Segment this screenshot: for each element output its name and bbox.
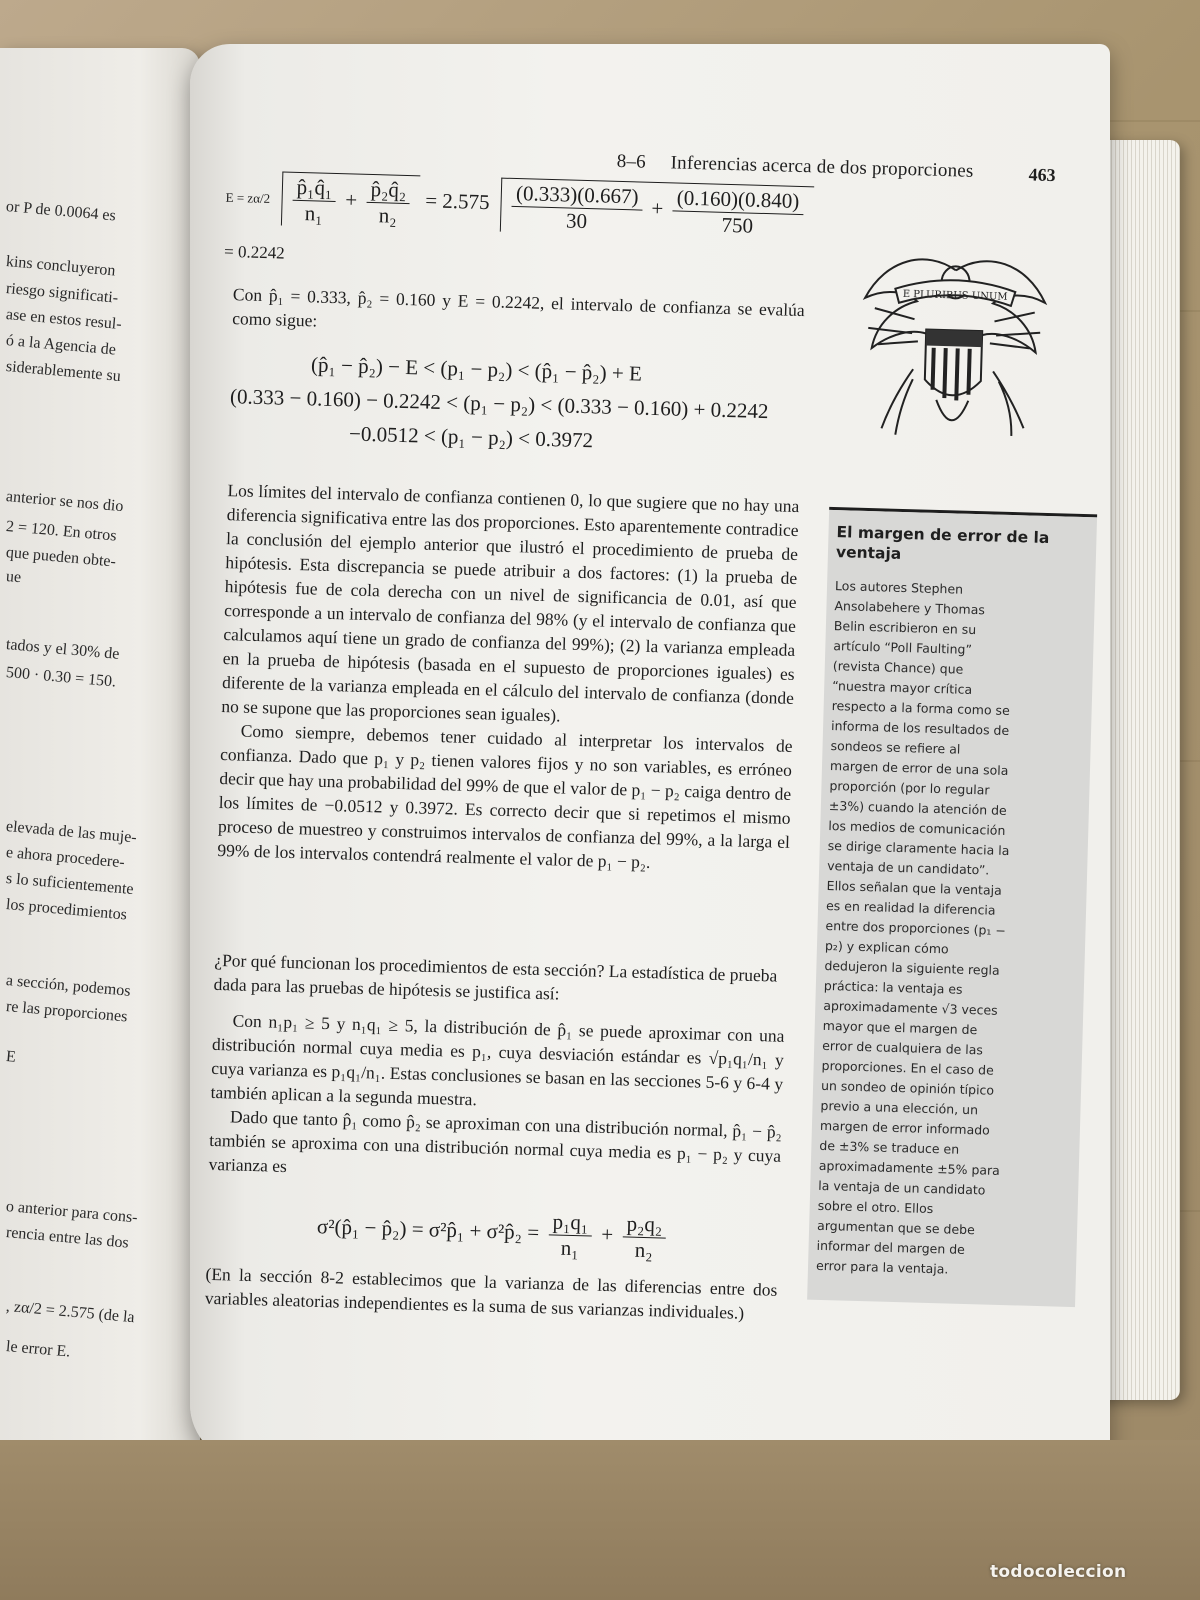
frac-num: p̂₂q̂₂: [366, 177, 410, 204]
equals-value: = 2.575: [424, 188, 490, 215]
e-lhs: E = zα/2: [225, 189, 271, 206]
eagle-seal-icon: [851, 228, 1057, 463]
left-page-line: E: [5, 1048, 17, 1066]
seal-motto: E PLURIBUS UNUM: [902, 288, 1008, 303]
ci-line-2: (0.333 − 0.160) − 0.2242 < (p₁ − p₂) < (0.333 − 0.160) + 0.2242: [229, 384, 769, 424]
left-page-line: o anterior para cons-: [5, 1198, 139, 1227]
left-page-line: ase en estos resul-: [5, 306, 123, 334]
variance-equation: [316, 1203, 670, 1264]
ci-line-1: (p̂₁ − p̂₂) − E < (p₁ − p₂) < (p̂₁ − p̂₂) + E: [310, 352, 643, 386]
frac-num: p̂₁q̂₁: [292, 175, 336, 202]
frac-den: n₁: [304, 201, 324, 226]
frac-den: 30: [565, 208, 588, 234]
left-page-line: tados y el 30% de: [5, 636, 121, 663]
frac-num: (0.333)(0.667): [512, 181, 643, 211]
left-page-line: riesgo significati-: [5, 280, 119, 307]
plus-sign: +: [651, 196, 664, 221]
frac-den: n₁: [560, 1235, 580, 1261]
page-number: 463: [1028, 164, 1056, 186]
watermark: todocoleccion: [990, 1562, 1127, 1582]
frac-num: p₂q₂: [622, 1211, 666, 1238]
left-page-line: s lo suficientemente: [5, 870, 135, 899]
variance-lhs: σ²(p̂₁ − p̂₂) = σ²p̂₁ + σ²p̂₂ =: [316, 1214, 540, 1245]
section-number: 8–6: [616, 150, 647, 173]
left-page-line: los procedimientos: [5, 896, 128, 924]
frac-den: n₂: [378, 203, 397, 228]
plus-sign: +: [344, 187, 358, 212]
running-header: [616, 151, 973, 183]
left-page-line: ó a la Agencia de: [5, 332, 117, 359]
left-page-line: le error E.: [5, 1338, 71, 1361]
frac-num: (0.160)(0.840): [672, 185, 803, 215]
frac-den: n₂: [634, 1237, 653, 1263]
page-content: [192, 92, 1109, 1436]
left-page-line: que pueden obte-: [5, 544, 117, 571]
paragraph-interpretation: Los límites del intervalo de confianza contienen 0, lo que sugiere que no hay una diferencia significativa entre las dos proporciones. Esto aparentemente contradice la conclusión del ejemplo anterior que ilustró el procedimiento de prueba de hipótesis. Esta discrepancia se puede atribuir a dos factores: (1) la prueba de hipótesis fue de cola derecha con un nivel de significancia de 0.01, así que corresponde a un intervalo de confianza del 98% (y el intervalo de confianza que calculamos aquí tiene un grado de confianza del 99%); (2) la varianza empleada en la prueba de hipótesis (basada en el supuesto de proporciones iguales) es diferente de la varianza empleada en el cálculo del intervalo de confianza (donde no se supone que las proporciones sean iguales). Como siempre, debemos tener cuidado al interpretar los intervalos de confianza. Dado que p₁ y p₂ tienen valores fijos y no son variables, es erróneo decir que hay una probabilidad del 99% de que el valor de p₁ − p₂ caiga dentro de los límites de −0.0512 y 0.3972. Es correcto decir que si repetimos el mismo proceso de muestreo y construimos intervalos de confianza del 99%, a la larga el 99% de los intervalos contendrá realmente el valor de p₁ − p₂.: [217, 480, 800, 873]
sqrt-term-numeric: [500, 178, 814, 241]
main-page: [190, 44, 1110, 1464]
left-page-line: 2 = 120. En otros: [5, 518, 118, 545]
sidebar-text: Los autores Stephen Ansolabehere y Thomas Belin escribieron en su artículo “Poll Faulting” (revista Chance) que “nuestra mayor crítica respecto a la forma como se informa de los resultados de sondeos se refiere al margen de error de una sola proporción (por lo regular ±3%) cuando la atención de los medios de comunicación se dirige claramente hacia la ventaja de un candidato”. Ellos señalan que la ventaja es en realidad la diferencia entre dos proporciones (p₁ − p₂) y explican cómo dedujeron la siguiente regla práctica: la ventaja es aproximadamente √3 veces mayor que el margen de error de cualquiera de las proporciones. En el caso de un sondeo de opinión típico previo a una elección, un margen de error informado de ±3% se traduce en aproximadamente ±5% para la ventaja de un candidato sobre el otro. Ellos argumentan que se debe informar del margen de error para la ventaja.: [815, 578, 1010, 1277]
paragraph-justification: Con n₁p₁ ≥ 5 y n₁q₁ ≥ 5, la distribución de p̂₁ se puede aproximar con una distribución normal cuya media es p₁, cuya desviación estándar es √p₁q₁/n₁ y cuya varianza es p₁q₁/n₁. Estas conclusiones se basan en las secciones 5-6 y 6-4 y también aplican a la segunda muestra. Dado que tanto p̂₁ como p̂₂ se aproximan con una distribución normal, p̂₁ − p̂₂ también se aproxima con una distribución normal cuya media es p₁ − p₂ y cuya varianza es: [208, 1010, 785, 1177]
left-page-line: re las proporciones: [5, 998, 129, 1026]
left-page-line: ue: [5, 568, 22, 587]
left-page-line: rencia entre las dos: [5, 1224, 130, 1252]
plus-sign: +: [600, 1222, 614, 1247]
left-page: [0, 48, 200, 1508]
left-page-line: a sección, podemos: [5, 972, 132, 1000]
left-page-line: siderablemente su: [5, 358, 122, 385]
header-title: Inferencias acerca de dos proporciones: [670, 152, 974, 182]
margin-of-error-equation: [225, 170, 814, 240]
left-page-line: anterior se nos dio: [5, 488, 125, 516]
left-page-line: , zα/2 = 2.575 (de la: [5, 1298, 136, 1327]
frac-num: p₁q₁: [548, 1209, 592, 1236]
sidebar-title: El margen de error de la ventaja: [835, 523, 1050, 563]
e-result: = 0.2242: [223, 241, 285, 263]
left-page-line: elevada de las muje-: [5, 818, 138, 847]
paragraph-variance-note: (En la sección 8-2 establecimos que la varianza de las diferencias entre dos variables aleatorias independientes es la suma de sus varianzas individuales.): [204, 1263, 778, 1323]
sqrt-term-symbolic: [281, 171, 421, 229]
intro-with-values: Con p̂₁ = 0.333, p̂₂ = 0.160 y E = 0.2242, el intervalo de confianza se evalúa como sigue:: [232, 284, 806, 331]
why-procedures-work-heading: ¿Por qué funcionan los procedimientos de esta sección? La estadística de prueba dada para las pruebas de hipótesis se justifica así:: [213, 949, 778, 1004]
left-page-line: 500 · 0.30 = 150.: [5, 664, 117, 691]
ci-line-3: −0.0512 < (p₁ − p₂) < 0.3972: [348, 421, 594, 453]
left-page-line: kins concluyeron: [5, 253, 117, 280]
sidebar-box: [807, 510, 1097, 1307]
frac-den: 750: [721, 212, 754, 238]
left-page-line: e ahora procedere-: [5, 844, 126, 872]
left-page-line: or P de 0.0064 es: [5, 198, 117, 225]
